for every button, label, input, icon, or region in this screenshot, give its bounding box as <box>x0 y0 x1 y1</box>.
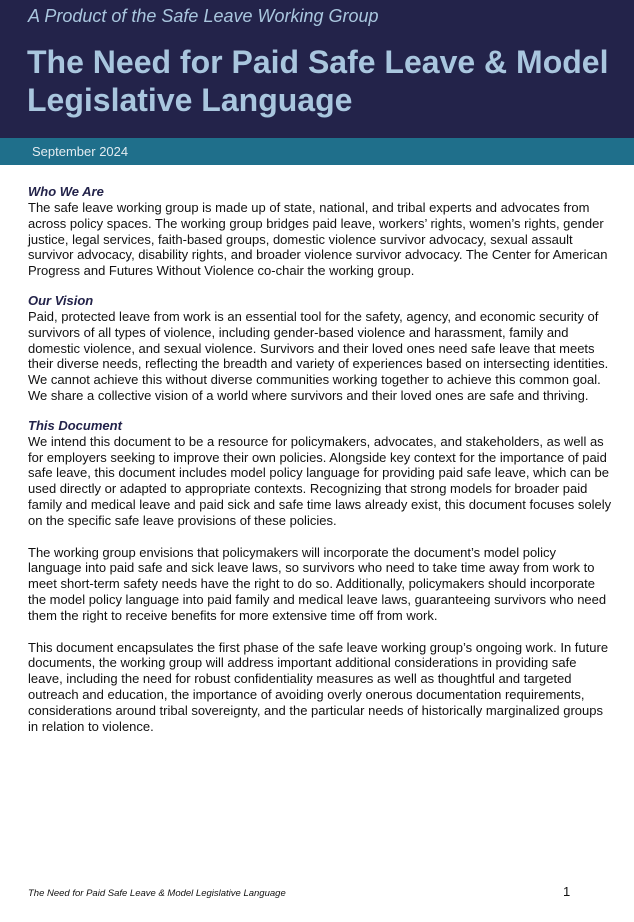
paragraph: Paid, protected leave from work is an essential tool for the safety, agency, and economic security of survivors of all types of violence, including gender-based violence and harassment, family and domestic violence, and sexual violence. Survivors and their loved ones need safe leave that meets their diverse needs, reflecting the breadth and variety of experiences based on intersecting identities. We cannot achieve this without diverse communities working together to achieve this common goal. We share a collective vision of a world where survivors and their loved ones are safe and thriving. <box>28 308 609 403</box>
section-heading: Who We Are <box>28 184 104 199</box>
title-banner <box>0 0 634 138</box>
publisher-kicker: A Product of the Safe Leave Working Group <box>28 6 379 26</box>
section-who-we-are <box>28 184 613 279</box>
section-our-vision <box>28 293 613 404</box>
footer-title: The Need for Paid Safe Leave & Model Legislative Language <box>28 888 286 899</box>
document-body <box>28 184 613 734</box>
paragraph: We intend this document to be a resource for policymakers, advocates, and stakeholders, as well as for employers seeking to improve their own policies. Alongside key context for the importance of paid safe leave, this document includes model policy language for providing paid safe leave, which can be used directly or adapted to appropriate contexts. Recognizing that strong models for broader paid family and medical leave and paid sick and safe time laws already exist, this document focuses solely on the specific safe leave provisions of these policies. <box>28 433 612 528</box>
paragraph: This document encapsulates the first phase of the safe leave working group’s ongoing work. In future documents, the working group will address important additional considerations in providing safe leave, including the need for robust confidentiality measures as well as thoughtful and targeted outreach and education, the importance of avoiding overly onerous documentation requirements, considerations around tribal sovereignty, and the particular needs of historically marginalized groups in relation to violence. <box>28 639 609 734</box>
paragraph: The safe leave working group is made up of state, national, and tribal experts and advocates from across policy spaces. The working group bridges paid leave, workers’ rights, women’s rights, gender justice, legal services, faith-based groups, domestic violence survivor advocacy, sexual assault survivor advocacy, disability rights, and broader violence survivor advocacy. The Center for American Progress and Futures Without Violence co-chair the working group. <box>28 200 608 279</box>
section-heading: Our Vision <box>28 292 94 308</box>
page-number: 1 <box>563 884 571 899</box>
section-this-document <box>28 418 613 735</box>
publication-date: September 2024 <box>32 144 129 159</box>
section-heading: This Document <box>28 417 122 433</box>
document-title: The Need for Paid Safe Leave & Model Legislative Language <box>27 44 609 118</box>
date-band <box>0 138 634 165</box>
paragraph: The working group envisions that policymakers will incorporate the document’s model policy language into paid safe and sick leave laws, so survivors who need to take time away from work to meet short-term safety needs have the right to do so. Additionally, policymakers should incorporate the model policy language into paid family and medical leave laws, guaranteeing survivors who need them the right to receive benefits for more extensive time off from work. <box>28 544 607 623</box>
